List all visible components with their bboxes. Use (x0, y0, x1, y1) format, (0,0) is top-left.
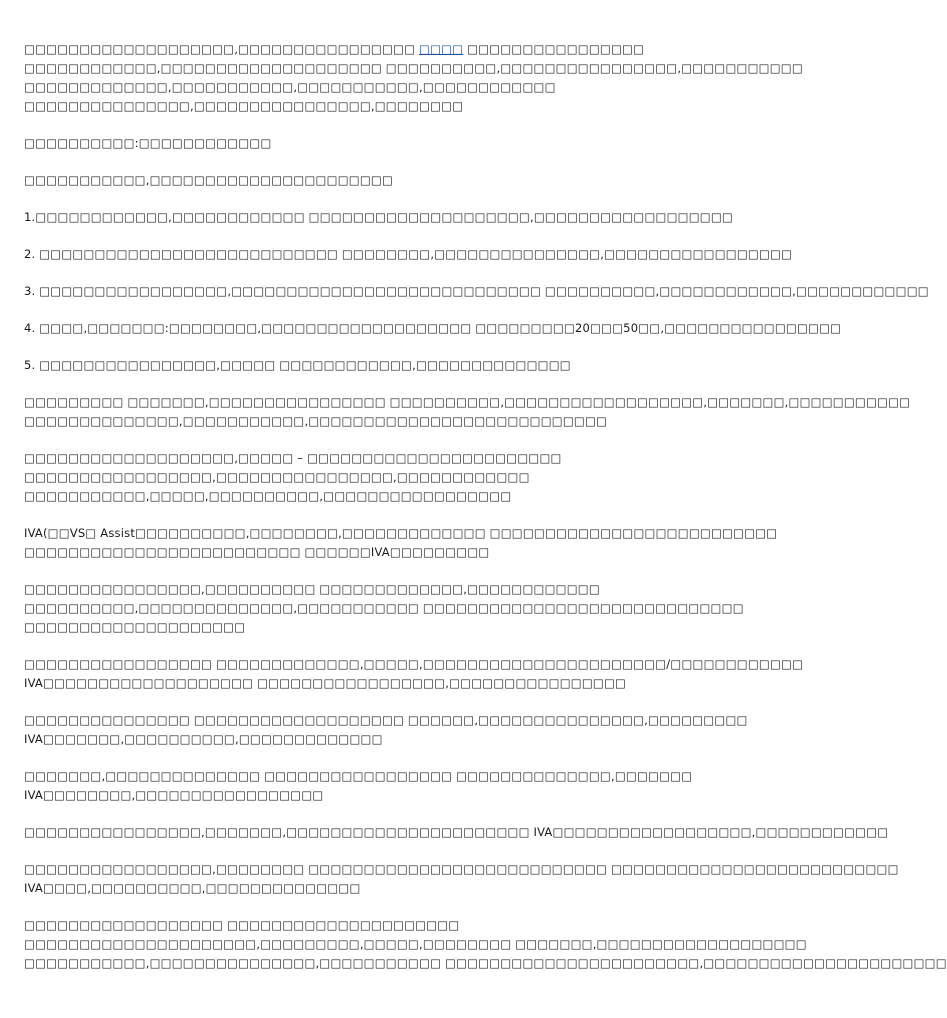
text-line: □□□□□□□□□□□□□□□□□□□,□□□□□ – □□□□□□□□□□□□□□□□□□□□□□□ (24, 451, 562, 465)
paragraph (24, 171, 704, 190)
text-segment: □□□□□□□□□□□□□□□□ (463, 42, 645, 56)
paragraph (24, 823, 889, 842)
text-line: □□□□□□□□□□□□□□□□□□□□□□□□□ □□□□□□IVA□□□□□□□□□ (24, 545, 490, 559)
paragraph (24, 393, 911, 431)
paragraph (24, 245, 793, 264)
text-line: IVA□□□□□□□□,□□□□□□□□□□□□□□□□□ (24, 788, 324, 802)
text-line: □□□□□□□□□□□□□□□□□□□□□,□□□□□□□□□,□□□□□,□□□□□□□□ □□□□□□□,□□□□□□□□□□□□□□□□□□□ (24, 937, 807, 951)
text-line: □□□□□□□□□□,□□□□□□□□□□□□□□,□□□□□□□□□□□ □□□□□□□□□□□□□□□□□□□□□□□□□□□□□ (24, 601, 744, 615)
paragraph (24, 449, 704, 506)
paragraph (24, 208, 733, 227)
text-line: 4. □□□□,□□□□□□□:□□□□□□□□,□□□□□□□□□□□□□□□□□□□ □□□□□□□□□20□□□50□□,□□□□□□□□□□□□□□□□ (24, 321, 842, 335)
text-line: □□□□□□□□□□□□□□□□,□□□□□□□□□□ □□□□□□□□□□□□□,□□□□□□□□□□□□ (24, 582, 600, 596)
text-line: □□□□□□□□□□□□□□□ □□□□□□□□□□□□□□□□□□□ □□□□□□,□□□□□□□□□□□□□□□,□□□□□□□□□ (24, 713, 748, 727)
text-line: IVA□□□□□□□,□□□□□□□□□□,□□□□□□□□□□□□□ (24, 732, 383, 746)
paragraph (24, 916, 947, 973)
paragraph (24, 711, 748, 749)
paragraph (24, 356, 704, 375)
text-line (24, 40, 704, 59)
text-line: IVA□□□□,□□□□□□□□□□,□□□□□□□□□□□□□□ (24, 881, 361, 895)
paragraph (24, 134, 704, 153)
text-line: □□□□□□□□□□□□□□□,□□□□□□□□□□□□□□□□,□□□□□□□□ (24, 99, 464, 113)
text-line: 3. □□□□□□□□□□□□□□□□□,□□□□□□□□□□□□□□□□□□□□□□□□□□□□ □□□□□□□□□□,□□□□□□□□□□□□,□□□□□□□□□□□□ (24, 284, 929, 298)
paragraph (24, 282, 929, 301)
text-line: □□□□□□□□□□□,□□□□□□□□□□□□□□□,□□□□□□□□□□□ □□□□□□□□□□□□□□□□□□□□□□□,□□□□□□□□□□□□□□□□□□□□□□ (24, 956, 947, 970)
text-line: □□□□□□□□□□□□□□□□□,□□□□□□□□□□□□□□□□,□□□□□□□□□□□□ (24, 470, 530, 484)
text-line: □□□□□□□□□□□□□□□□□□□□ (24, 620, 246, 634)
text-line: 5. □□□□□□□□□□□□□□□□,□□□□□ □□□□□□□□□□□□,□□□□□□□□□□□□□□ (24, 358, 571, 372)
text-line: IVA(□□VS□ Assist□□□□□□□□□□,□□□□□□□□,□□□□□□□□□□□□□ □□□□□□□□□□□□□□□□□□□□□□□□□□ (24, 526, 778, 540)
text-line: □□□□□□□□□□□□□□□□□,□□□□□□□□ □□□□□□□□□□□□□□□□□□□□□□□□□□□ □□□□□□□□□□□□□□□□□□□□□□□□□□ (24, 862, 899, 876)
paragraph (24, 524, 778, 562)
text-line: □□□□□□□□□□□,□□□□□□□□□□□□□□□□□□□□□□ (24, 173, 394, 187)
text-line: □□□□□□□□□ □□□□□□□,□□□□□□□□□□□□□□□□ □□□□□□□□□□,□□□□□□□□□□□□□□□□□□,□□□□□□□,□□□□□□□□□□□ (24, 395, 911, 409)
text-segment: □□□□□□□□□□□□□□□□□□□,□□□□□□□□□□□□□□□□ (24, 42, 420, 56)
inline-link[interactable]: □□□□ (419, 42, 464, 56)
text-line: □□□□□□□□□□□□□□,□□□□□□□□□□□,□□□□□□□□□□□□□□□□□□□□□□□□□□□ (24, 414, 608, 428)
paragraph (24, 580, 744, 637)
text-line: □□□□□□□□□□□□,□□□□□□□□□□□□□□□□□□□□ □□□□□□□□□□,□□□□□□□□□□□□□□□□,□□□□□□□□□□□ (24, 61, 803, 75)
paragraph (24, 40, 803, 116)
text-line: □□□□□□□□□□□□□□□□□ □□□□□□□□□□□□□,□□□□□,□□□□□□□□□□□□□□□□□□□□□□/□□□□□□□□□□□□ (24, 657, 804, 671)
paragraph (24, 319, 842, 338)
text-line: □□□□□□□□□□□□□□□□,□□□□□□□,□□□□□□□□□□□□□□□□□□□□□□ IVA□□□□□□□□□□□□□□□□□□,□□□□□□□□□□□□ (24, 825, 889, 839)
text-line: □□□□□□□□□□□,□□□□□,□□□□□□□□□□,□□□□□□□□□□□□□□□□□ (24, 489, 512, 503)
text-line: □□□□□□□□□□□□□,□□□□□□□□□□□,□□□□□□□□□□□,□□□□□□□□□□□□ (24, 80, 556, 94)
text-line: □□□□□□□,□□□□□□□□□□□□□□ □□□□□□□□□□□□□□□□□ □□□□□□□□□□□□□□,□□□□□□□ (24, 769, 693, 783)
text-line: □□□□□□□□□□:□□□□□□□□□□□□ (24, 136, 272, 150)
paragraph (24, 860, 899, 898)
text-line: IVA□□□□□□□□□□□□□□□□□□□ □□□□□□□□□□□□□□□□□,□□□□□□□□□□□□□□□□ (24, 676, 627, 690)
text-line: 2. □□□□□□□□□□□□□□□□□□□□□□□□□□□ □□□□□□□□,□□□□□□□□□□□□□□□,□□□□□□□□□□□□□□□□□ (24, 247, 793, 261)
text-line: □□□□□□□□□□□□□□□□□□ □□□□□□□□□□□□□□□□□□□□□ (24, 918, 460, 932)
document-body (24, 40, 947, 991)
paragraph (24, 767, 704, 805)
text-line: 1.□□□□□□□□□□□□,□□□□□□□□□□□□ □□□□□□□□□□□□□□□□□□□□,□□□□□□□□□□□□□□□□□□ (24, 210, 733, 224)
paragraph (24, 655, 804, 693)
